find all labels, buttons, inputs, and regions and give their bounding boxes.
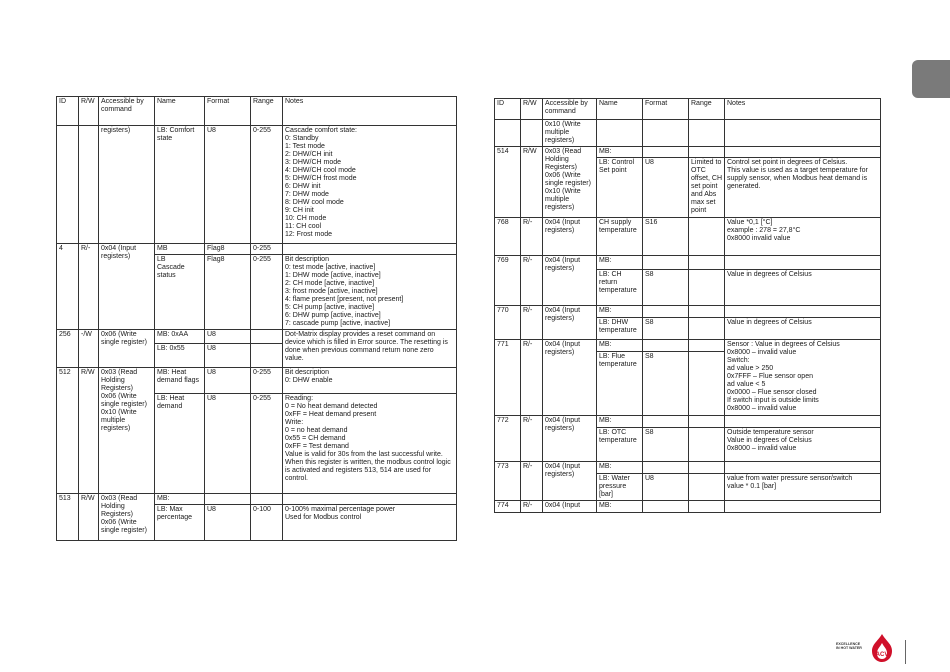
- row-id: 512: [57, 368, 79, 494]
- row-rw: R/W: [521, 147, 543, 218]
- row-mb-notes: [725, 416, 881, 428]
- row-lb-notes: Bit description 0: test mode [active, inactive] 1: DHW mode [active, inactive] 2: CH mode [active, inactive] 3: frost mode [active, inactive] 4: flame present [present, not present] 5: CH pump [active, inactive] 6: DHW pump [active, inactive] 7: cascade pump [active, inactive]: [283, 255, 457, 330]
- row-mb-format: U8: [205, 368, 251, 394]
- row-mb-name: MB:: [597, 462, 643, 474]
- table-row: [57, 244, 457, 255]
- row-notes: Dot-Matrix display provides a reset command on device which is filled in Error source. The resetting is done when previous command return none zero value.: [283, 330, 457, 368]
- col-header-name: Name: [155, 97, 205, 126]
- row-lb-range: Limited to OTC offset, CH set point and Abs max set point: [689, 158, 725, 218]
- row-lb-name: LB: Water pressure [bar]: [597, 474, 643, 501]
- row-rw: R/-: [521, 306, 543, 340]
- row-lb-format: Flag8: [205, 255, 251, 330]
- row-mb-format: Flag8: [205, 244, 251, 255]
- row-mb-name: MB:: [597, 501, 643, 513]
- row-lb-notes: 0-100% maximal percentage power Used for Modbus control: [283, 505, 457, 541]
- row-rw: -/W: [79, 330, 99, 368]
- row-rw: R/-: [521, 340, 543, 416]
- row-id: [495, 120, 521, 147]
- row-rw: R/-: [521, 501, 543, 513]
- table-row: [57, 494, 457, 505]
- page-divider: [905, 640, 906, 664]
- col-header-range: Range: [689, 99, 725, 120]
- row-id: 774: [495, 501, 521, 513]
- table-row: [495, 256, 881, 270]
- table-row: [57, 126, 457, 244]
- row-mb-name: MB: [155, 244, 205, 255]
- row-mb-format: [643, 306, 689, 318]
- row-mb-notes: [725, 306, 881, 318]
- row-lb-range: [689, 318, 725, 340]
- row-name: LB: Comfort state: [155, 126, 205, 244]
- row-id: 514: [495, 147, 521, 218]
- row-lb-format: U8: [643, 474, 689, 501]
- col-header-rw: R/W: [521, 99, 543, 120]
- row-mb-range: [689, 256, 725, 270]
- col-header-format: Format: [205, 97, 251, 126]
- row-mb-notes: Bit description 0: DHW enable: [283, 368, 457, 394]
- row-range: [689, 218, 725, 256]
- col-header-id: ID: [495, 99, 521, 120]
- row-rw: R/-: [521, 462, 543, 501]
- row-id: 4: [57, 244, 79, 330]
- row-access: 0x04 (Input registers): [543, 218, 597, 256]
- row-mb-name: MB:: [597, 306, 643, 318]
- row-lb-range: [251, 344, 283, 368]
- row-format: U8: [205, 126, 251, 244]
- row-access: 0x04 (Input registers): [543, 256, 597, 306]
- row-mb-format: [643, 340, 689, 352]
- row-mb-format: [643, 256, 689, 270]
- row-lb-name: LB Cascade status: [155, 255, 205, 330]
- table-header-row: [57, 97, 457, 126]
- row-lb-format: S8: [643, 352, 689, 416]
- table-row: [57, 368, 457, 394]
- table-row: [495, 416, 881, 428]
- row-lb-format: U8: [205, 344, 251, 368]
- row-mb-name: MB:: [597, 340, 643, 352]
- row-rw: R/-: [521, 416, 543, 462]
- row-lb-name: LB: Flue temperature: [597, 352, 643, 416]
- row-mb-notes: [283, 244, 457, 255]
- table-row: [57, 330, 457, 344]
- row-access: 0x03 (Read Holding Registers) 0x06 (Write single register): [99, 494, 155, 541]
- logo-tagline: EXCELLENCE IN HOT WATER: [836, 642, 862, 650]
- row-mb-name: MB: 0xAA: [155, 330, 205, 344]
- row-lb-notes: value from water pressure sensor/switch value * 0.1 [bar]: [725, 474, 881, 501]
- row-access: 0x04 (Input registers): [543, 306, 597, 340]
- row-mb-name: MB:: [597, 416, 643, 428]
- table-row: [495, 218, 881, 256]
- row-notes: Sensor : Value in degrees of Celsius 0x8000 – invalid value Switch: ad value > 250 0x7FFF – Flue sensor open ad value < 5 0x0000 – Flue sensor closed If switch input is outside limits 0x8000 – invalid value: [725, 340, 881, 416]
- row-access: 0x04 (Input registers): [543, 340, 597, 416]
- row-format: [643, 501, 689, 513]
- row-id: 513: [57, 494, 79, 541]
- table-row: [495, 306, 881, 318]
- row-access: registers): [99, 126, 155, 244]
- row-id: 769: [495, 256, 521, 306]
- row-access: 0x03 (Read Holding Registers) 0x06 (Write single register) 0x10 (Write multiple registers): [99, 368, 155, 494]
- logo-brand: ACV: [875, 652, 889, 658]
- row-notes: Cascade comfort state: 0: Standby 1: Test mode 2: DHW/CH init 3: DHW/CH mode 4: DHW/CH cool mode 5: DHW/CH frost mode 6: DHW init 7: DHW mode 8: DHW cool mode 9: CH init 10: CH mode 11: CH cool 12: Frost mode: [283, 126, 457, 244]
- row-access: 0x03 (Read Holding Registers) 0x06 (Write single register) 0x10 (Write multiple registers): [543, 147, 597, 218]
- row-range: [689, 120, 725, 147]
- row-id: [57, 126, 79, 244]
- row-lb-format: S8: [643, 428, 689, 462]
- row-mb-range: 0-255: [251, 368, 283, 394]
- row-mb-notes: [725, 147, 881, 158]
- row-lb-range: 0-255: [251, 394, 283, 494]
- col-header-rw: R/W: [79, 97, 99, 126]
- col-header-format: Format: [643, 99, 689, 120]
- col-header-access: Accessible by command: [543, 99, 597, 120]
- row-mb-notes: [283, 494, 457, 505]
- row-rw: R/-: [79, 244, 99, 330]
- row-access: 0x10 (Write multiple registers): [543, 120, 597, 147]
- row-name: CH supply temperature: [597, 218, 643, 256]
- row-lb-notes: Control set point in degrees of Celsius. This value is used as a target temperature for supply sensor, when Modbus heat demand is generated.: [725, 158, 881, 218]
- row-mb-format: [643, 416, 689, 428]
- row-notes: [725, 501, 881, 513]
- row-access: 0x04 (Input: [543, 501, 597, 513]
- col-header-range: Range: [251, 97, 283, 126]
- col-header-access: Accessible by command: [99, 97, 155, 126]
- row-lb-notes: Value in degrees of Celsius: [725, 318, 881, 340]
- row-lb-format: S8: [643, 270, 689, 306]
- col-header-notes: Notes: [283, 97, 457, 126]
- table-row: [495, 501, 881, 513]
- row-lb-format: U8: [205, 394, 251, 494]
- row-mb-format: [643, 147, 689, 158]
- left-register-table: [56, 96, 457, 541]
- row-mb-range: [689, 147, 725, 158]
- row-id: 768: [495, 218, 521, 256]
- col-header-id: ID: [57, 97, 79, 126]
- table-header-row: [495, 99, 881, 120]
- row-lb-name: LB: Max percentage: [155, 505, 205, 541]
- col-header-notes: Notes: [725, 99, 881, 120]
- row-mb-name: MB: Heat demand flags: [155, 368, 205, 394]
- row-lb-range: 0-255: [251, 255, 283, 330]
- row-id: 770: [495, 306, 521, 340]
- row-rw: [521, 120, 543, 147]
- row-lb-range: [689, 270, 725, 306]
- row-format: [643, 120, 689, 147]
- row-name: [597, 120, 643, 147]
- row-lb-format: S8: [643, 318, 689, 340]
- row-lb-range: [689, 428, 725, 462]
- table-row: [495, 462, 881, 474]
- row-lb-name: LB: 0x55: [155, 344, 205, 368]
- row-access: 0x06 (Write single register): [99, 330, 155, 368]
- row-notes: Value *0,1 [°C] example : 278 = 27,8°C 0x8000 invalid value: [725, 218, 881, 256]
- row-lb-name: LB: OTC temperature: [597, 428, 643, 462]
- row-mb-name: MB:: [597, 256, 643, 270]
- row-access: 0x04 (Input registers): [543, 462, 597, 501]
- row-mb-notes: [725, 462, 881, 474]
- row-lb-notes: Outside temperature sensor Value in degrees of Celsius 0x8000 – invalid value: [725, 428, 881, 462]
- brand-logo: [836, 633, 900, 663]
- row-mb-format: U8: [205, 330, 251, 344]
- row-lb-format: U8: [643, 158, 689, 218]
- row-format: S16: [643, 218, 689, 256]
- row-lb-range: [689, 474, 725, 501]
- row-mb-range: 0-255: [251, 244, 283, 255]
- row-rw: R/W: [79, 368, 99, 494]
- row-lb-notes: Reading: 0 = No heat demand detected 0xFF = Heat demand present Write: 0 = no heat demand 0x55 = CH demand 0xFF = Test demand Value is valid for 30s from the last successful write. When this register is written, the modbus control logic is activated and registers 513, 514 are used for control.: [283, 394, 457, 494]
- row-id: 771: [495, 340, 521, 416]
- flame-logo-icon: [866, 633, 898, 663]
- row-rw: R/-: [521, 256, 543, 306]
- row-lb-range: 0-100: [251, 505, 283, 541]
- table-row: [495, 120, 881, 147]
- row-lb-range: [689, 352, 725, 416]
- table-row: [495, 147, 881, 158]
- row-mb-notes: [725, 256, 881, 270]
- row-rw: [79, 126, 99, 244]
- row-access: 0x04 (Input registers): [99, 244, 155, 330]
- row-mb-range: [689, 340, 725, 352]
- row-id: 773: [495, 462, 521, 501]
- row-id: 772: [495, 416, 521, 462]
- side-tab: [912, 60, 950, 98]
- row-lb-name: LB: CH return temperature: [597, 270, 643, 306]
- col-header-name: Name: [597, 99, 643, 120]
- row-mb-format: [643, 462, 689, 474]
- row-mb-range: [689, 306, 725, 318]
- row-mb-format: [205, 494, 251, 505]
- row-range: 0-255: [251, 126, 283, 244]
- row-mb-range: [251, 494, 283, 505]
- row-lb-notes: Value in degrees of Celsius: [725, 270, 881, 306]
- table-row: [495, 340, 881, 352]
- row-lb-name: LB: Heat demand: [155, 394, 205, 494]
- row-lb-format: U8: [205, 505, 251, 541]
- row-mb-range: [689, 462, 725, 474]
- row-access: 0x04 (Input registers): [543, 416, 597, 462]
- row-rw: R/-: [521, 218, 543, 256]
- row-mb-name: MB:: [155, 494, 205, 505]
- row-id: 256: [57, 330, 79, 368]
- row-lb-name: LB: Control Set point: [597, 158, 643, 218]
- row-lb-name: LB: DHW temperature: [597, 318, 643, 340]
- right-register-table: [494, 98, 881, 513]
- row-mb-range: [689, 416, 725, 428]
- row-mb-range: [251, 330, 283, 344]
- row-mb-name: MB:: [597, 147, 643, 158]
- row-notes: [725, 120, 881, 147]
- row-rw: R/W: [79, 494, 99, 541]
- row-range: [689, 501, 725, 513]
